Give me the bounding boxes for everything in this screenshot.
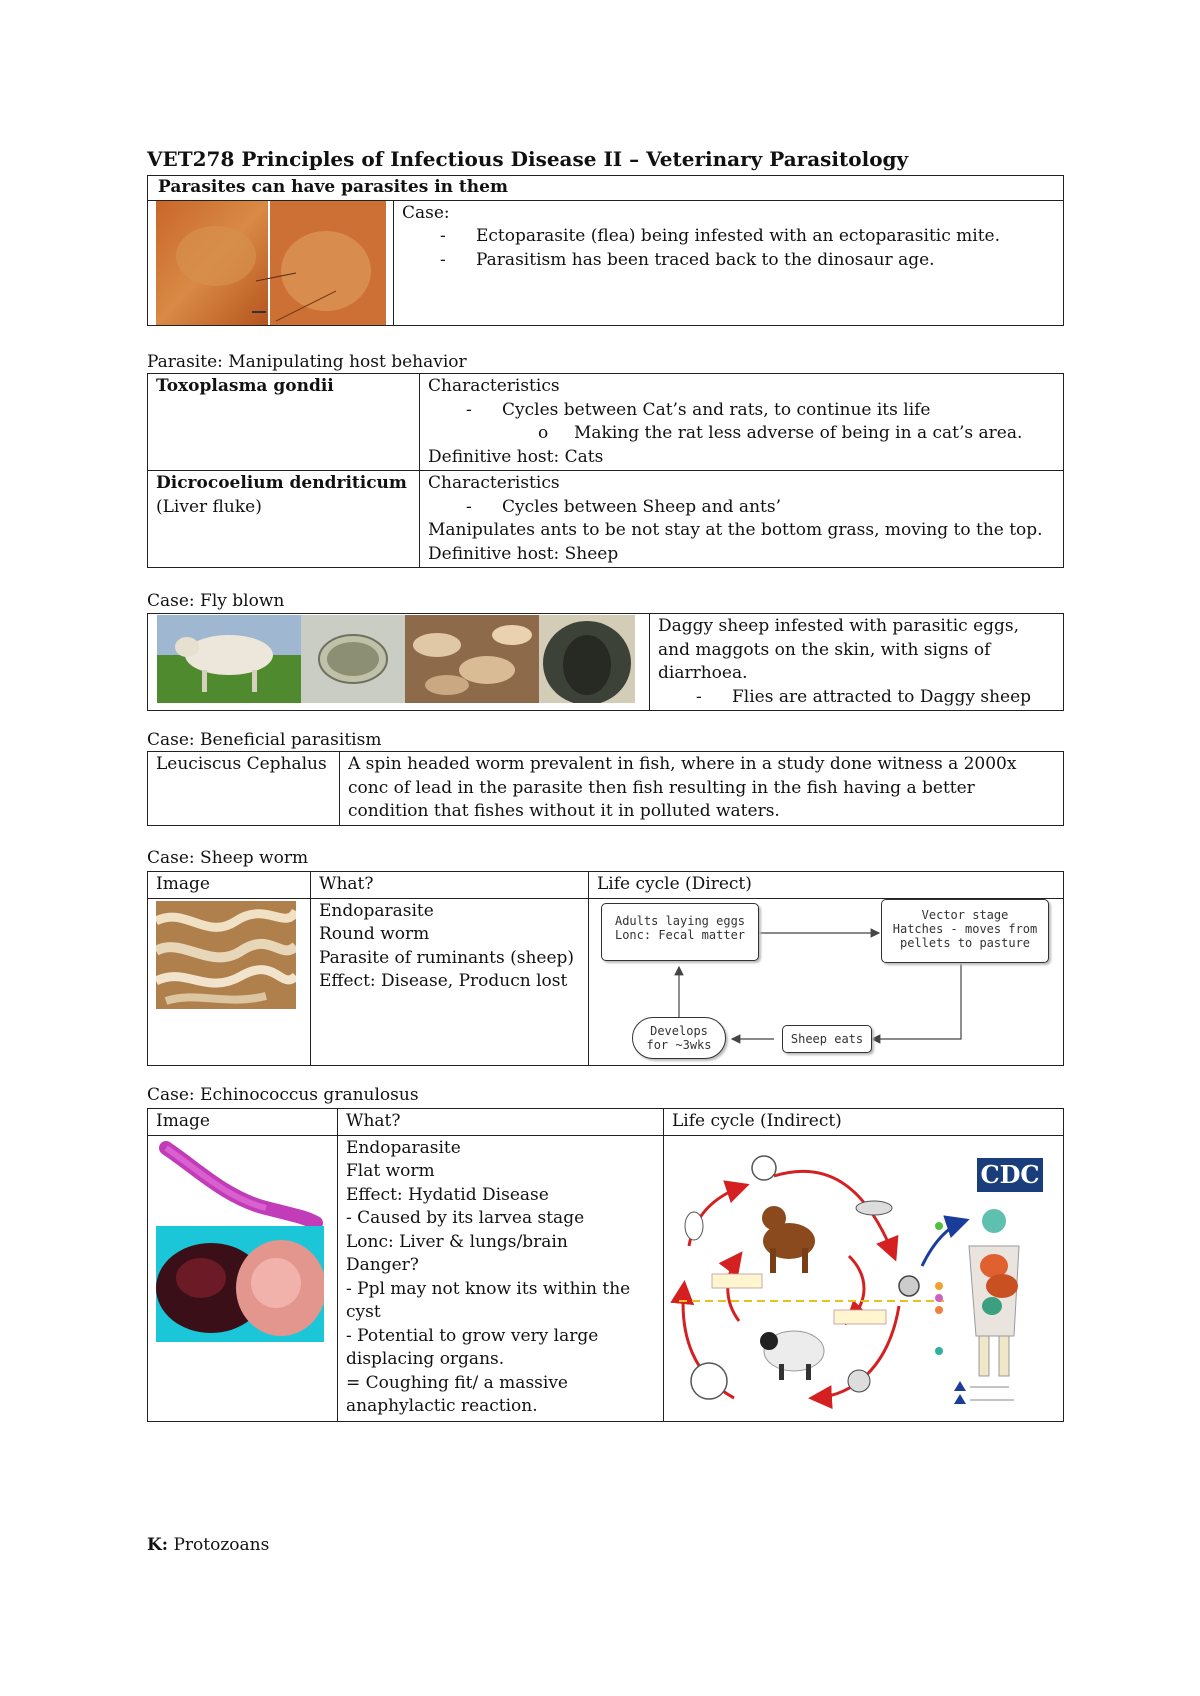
what-line: Lonc: Liver & lungs/brain xyxy=(346,1231,568,1252)
what-line: - Potential to grow very large displacing organs. xyxy=(346,1325,599,1369)
fly-blown-photos xyxy=(157,615,647,703)
dicrocoelium-bullet: - Cycles between Sheep and ants’ xyxy=(466,496,781,517)
footer-line xyxy=(147,1535,269,1555)
cdc-logo: CDC xyxy=(977,1158,1043,1192)
dicrocoelium-note: Manipulates ants to be not stay at the bottom grass, moving to the top. xyxy=(428,520,1043,540)
sheep-worm-table xyxy=(147,871,1064,1066)
col-header-what: What? xyxy=(311,872,589,899)
section1-bullet: - Ectoparasite (flea) being infested with an ectoparasitic mite. xyxy=(440,226,1000,246)
dicrocoelium-definitive-host: Definitive host: Sheep xyxy=(428,543,619,564)
leuciscus-description: A spin headed worm prevalent in fish, where in a study done witness a 2000x conc of lead in the parasite then fish resulting in the fish having a better condition that fishes without it in polluted waters. xyxy=(340,752,1064,826)
section1-case-label: Case: xyxy=(402,202,450,223)
what-line: Endoparasite xyxy=(346,1137,461,1158)
footer-label: K: xyxy=(147,1535,169,1555)
section4-heading: Case: Beneficial parasitism xyxy=(147,730,382,750)
section1-header: Parasites can have parasites in them xyxy=(148,176,1064,201)
beneficial-parasitism-table xyxy=(147,751,1064,826)
toxoplasma-definitive-host: Definitive host: Cats xyxy=(428,446,604,467)
col-header-what: What? xyxy=(338,1109,664,1136)
round-worms-photo xyxy=(156,901,296,1009)
what-line: = Coughing fit/ a massive anaphylactic reaction. xyxy=(346,1372,568,1416)
section5-heading: Case: Sheep worm xyxy=(147,848,309,868)
what-line: Effect: Hydatid Disease xyxy=(346,1184,549,1205)
direct-lifecycle-diagram xyxy=(589,898,1064,1065)
flea-mite-photo xyxy=(156,201,400,325)
col-header-lifecycle: Life cycle (Direct) xyxy=(589,872,1064,899)
page-title: VET278 Principles of Infectious Disease II – Veterinary Parasitology xyxy=(147,147,909,171)
echinococcus-photos xyxy=(156,1138,324,1342)
characteristics-label: Characteristics xyxy=(428,376,560,396)
toxoplasma-name: Toxoplasma gondii xyxy=(156,376,334,396)
parasites-in-parasites-table xyxy=(147,175,1064,326)
section2-heading: Parasite: Manipulating host behavior xyxy=(147,352,467,372)
fly-blown-bullet: - Flies are attracted to Daggy sheep xyxy=(696,686,1032,707)
section1-bullet: - Parasitism has been traced back to the dinosaur age. xyxy=(440,249,935,270)
what-line: Effect: Disease, Producn lost xyxy=(319,971,568,991)
what-line: Parasite of ruminants (sheep) xyxy=(319,947,575,968)
what-line: Danger? xyxy=(346,1255,419,1275)
lifecycle-sheep-eats-box: Sheep eats xyxy=(782,1025,872,1053)
col-header-image: Image xyxy=(148,872,311,899)
dicrocoelium-name: Dicrocoelium dendriticum xyxy=(156,473,407,493)
what-line: Round worm xyxy=(319,924,430,944)
flea-image-cell xyxy=(148,200,394,325)
toxoplasma-sub-bullet: o Making the rat less adverse of being in a cat’s area. xyxy=(538,423,1023,443)
what-line: Endoparasite xyxy=(319,900,434,921)
lifecycle-adults-box: Adults laying eggs Lonc: Fecal matter xyxy=(601,903,759,961)
what-line: - Ppl may not know its within the cyst xyxy=(346,1278,631,1322)
host-behavior-table xyxy=(147,373,1064,568)
characteristics-label: Characteristics xyxy=(428,473,560,493)
lifecycle-vector-box: Vector stage Hatches - moves from pellets to pasture xyxy=(881,899,1049,963)
leuciscus-name: Leuciscus Cephalus xyxy=(148,752,340,826)
footer-text: Protozoans xyxy=(173,1535,270,1555)
echinococcus-table xyxy=(147,1108,1064,1422)
dicrocoelium-common-name: (Liver fluke) xyxy=(156,496,262,517)
col-header-image: Image xyxy=(148,1109,338,1136)
fly-blown-table xyxy=(147,613,1064,711)
what-line: Flat worm xyxy=(346,1161,435,1181)
lifecycle-develops-box: Develops for ~3wks xyxy=(632,1017,726,1059)
section6-heading: Case: Echinococcus granulosus xyxy=(147,1085,419,1105)
fly-blown-images-cell xyxy=(148,614,650,711)
toxoplasma-bullet: - Cycles between Cat’s and rats, to continue its life xyxy=(466,399,931,420)
section3-heading: Case: Fly blown xyxy=(147,591,285,611)
indirect-lifecycle-cell xyxy=(664,1135,1064,1421)
fly-blown-description: Daggy sheep infested with parasitic eggs, and maggots on the skin, with signs of diarrhoea. xyxy=(658,616,1020,683)
what-line: - Caused by its larvea stage xyxy=(346,1208,585,1228)
col-header-lifecycle: Life cycle (Indirect) xyxy=(664,1109,1064,1136)
